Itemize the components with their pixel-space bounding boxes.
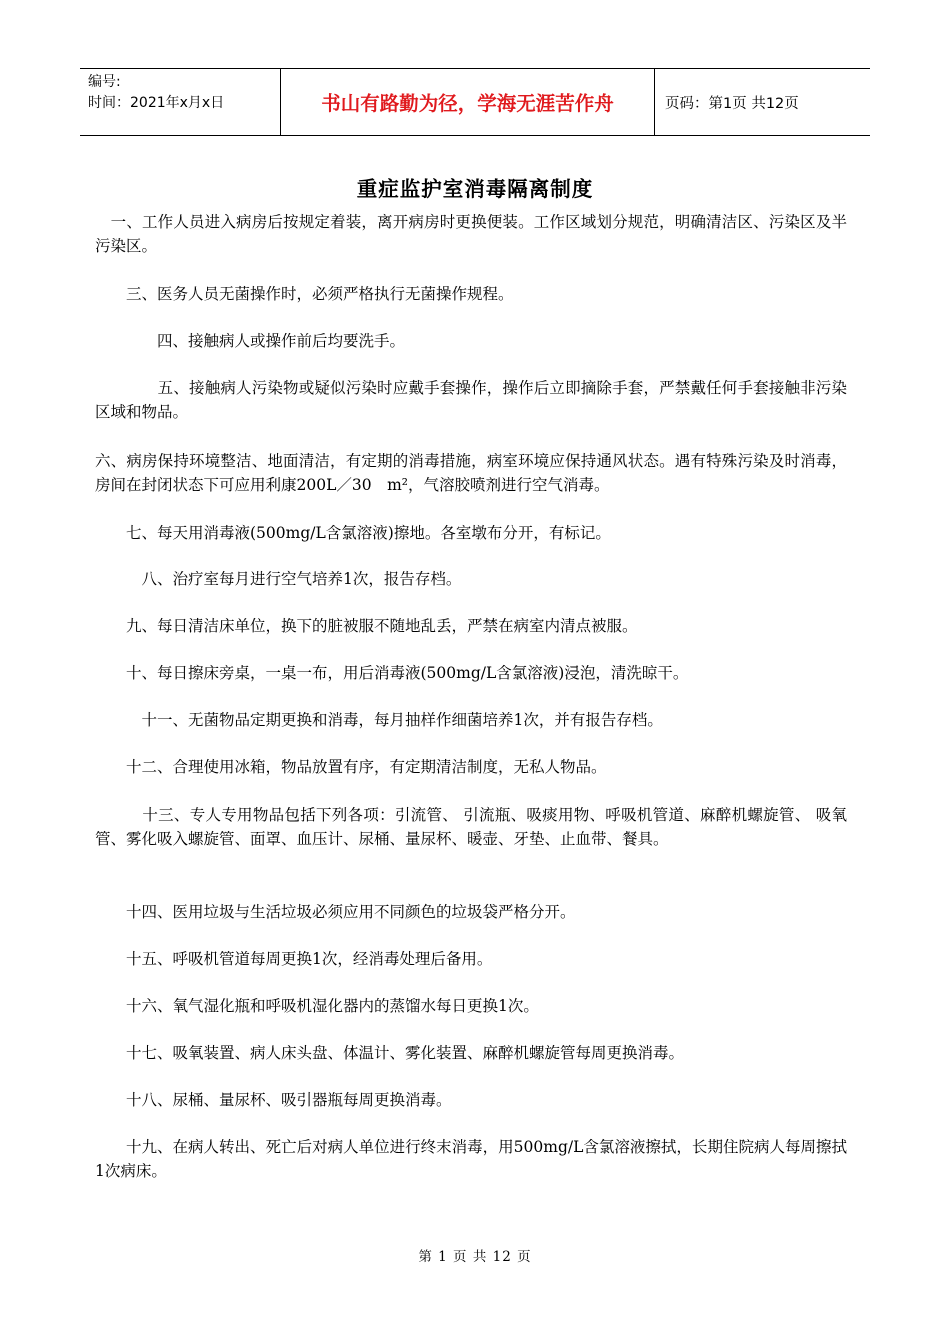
- paragraph-4: 五、接触病人污染物或疑似污染时应戴手套操作，操作后立即摘除手套，严禁戴任何手套接触非污染区域和物品。: [95, 379, 847, 421]
- document-title: 重症监护室消毒隔离制度: [356, 177, 594, 201]
- paragraph-9: 十、每日擦床旁桌，一桌一布，用后消毒液(500mg/L含氯溶液)浸泡，清洗晾干。: [95, 664, 689, 682]
- paragraph-5: 六、病房保持环境整洁、地面清洁，有定期的消毒措施，病室环境应保持通风状态。遇有特殊污染及时消毒，房间在封闭状态下可应用利康200L／30 m²，气溶胶喷剂进行空气消毒。: [95, 452, 847, 494]
- paragraph-3: 四、接触病人或操作前后均要洗手。: [95, 332, 406, 350]
- paragraph-1: 一、工作人员进入病房后按规定着装，离开病房时更换便装。工作区域划分规范，明确清洁区、污染区及半污染区。: [95, 213, 847, 255]
- paragraph-13: 十四、医用垃圾与生活垃圾必须应用不同颜色的垃圾袋严格分开。: [95, 903, 576, 921]
- paragraph-17: 十八、尿桶、量尿杯、吸引器瓶每周更换消毒。: [95, 1091, 452, 1109]
- paragraph-14: 十五、呼吸机管道每周更换1次，经消毒处理后备用。: [95, 950, 493, 968]
- page-footer: 第 1 页 共 12 页: [418, 1249, 532, 1265]
- header-page-info: 页码：第1页 共12页: [665, 95, 799, 112]
- document-code-label: 编号:: [88, 74, 121, 90]
- paragraph-11: 十二、合理使用冰箱，物品放置有序，有定期清洁制度，无私人物品。: [95, 758, 607, 776]
- document-time-label: 时间：2021年x月x日: [88, 95, 225, 111]
- paragraph-12: 十三、专人专用物品包括下列各项：引流管、 引流瓶、吸痰用物、呼吸机管道、麻醉机螺旋管、 吸氧管、雾化吸入螺旋管、面罩、血压计、尿桶、量尿杯、暖壶、牙垫、止血带、餐具。: [95, 806, 847, 848]
- paragraph-6: 七、每天用消毒液(500mg/L含氯溶液)擦地。各室墩布分开，有标记。: [95, 524, 611, 542]
- header-motto-cell: [280, 69, 655, 135]
- paragraph-8: 九、每日清洁床单位，换下的脏被服不随地乱丢，严禁在病室内清点被服。: [95, 617, 638, 635]
- header-meta: [80, 69, 280, 135]
- paragraph-16: 十七、吸氧装置、病人床头盘、体温计、雾化装置、麻醉机螺旋管每周更换消毒。: [95, 1044, 685, 1062]
- header-motto: 书山有路勤为径，学海无涯苦作舟: [321, 92, 614, 115]
- paragraph-15: 十六、氧气湿化瓶和呼吸机湿化器内的蒸馏水每日更换1次。: [95, 997, 539, 1015]
- paragraph-2: 三、医务人员无菌操作时，必须严格执行无菌操作规程。: [95, 285, 514, 303]
- paragraph-18: 十九、在病人转出、死亡后对病人单位进行终末消毒，用500mg/L含氯溶液擦拭，长期住院病人每周擦拭1次病床。: [95, 1138, 847, 1180]
- paragraph-7: 八、治疗室每月进行空气培养1次，报告存档。: [95, 570, 462, 588]
- page-header: [80, 68, 870, 136]
- paragraph-10: 十一、无菌物品定期更换和消毒，每月抽样作细菌培养1次，并有报告存档。: [95, 711, 663, 729]
